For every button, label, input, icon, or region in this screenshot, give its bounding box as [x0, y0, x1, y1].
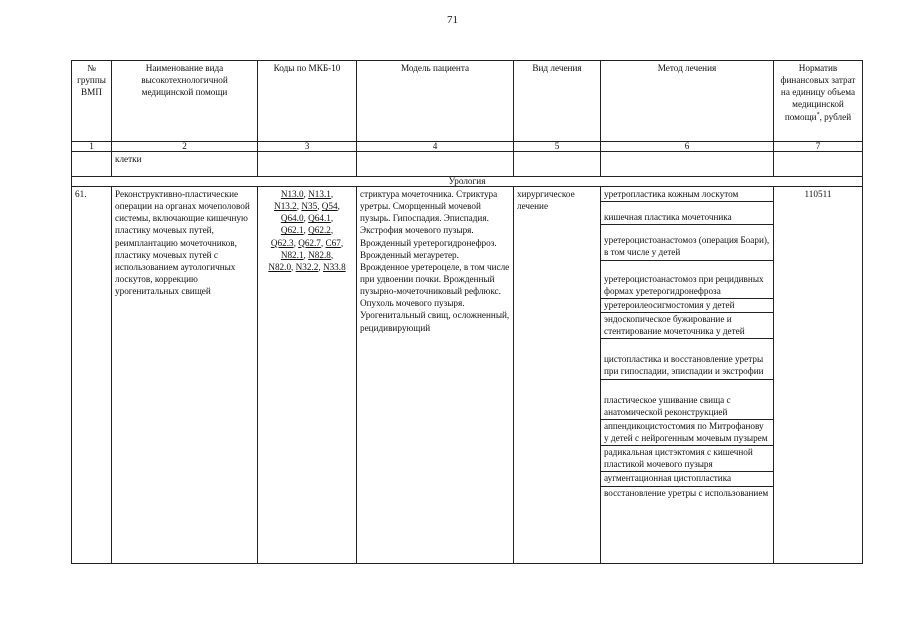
icd-code-line: N13.2, N35, Q54, [274, 201, 340, 212]
icd-code: Q62.7 [298, 237, 321, 248]
icd-code-line: N82.0, N32.2, N33.8 [268, 261, 346, 272]
treatment-type: хирургическое лечение [514, 187, 601, 564]
page-number: 71 [447, 14, 458, 26]
section-row [72, 177, 863, 187]
icd-code: Q54 [321, 201, 338, 212]
empty-cell [357, 152, 514, 177]
cost-norm: 110511 [774, 187, 863, 564]
empty-cell [514, 152, 601, 177]
header-cost-norm [774, 61, 863, 142]
header-cost-norm-main: Норматив финансовых затрат на единицу объема медицинской помощи [780, 63, 856, 122]
empty-cell [601, 152, 774, 177]
group-number: 61. [72, 187, 112, 564]
header-care-type: Наименование вида высокотехнологичной медицинской помощи [112, 61, 258, 142]
continuation-text: клетки [112, 152, 258, 177]
treatment-method: аугментационная цистопластика [601, 472, 773, 486]
header-icd-codes: Коды по МКБ-10 [258, 61, 357, 142]
icd-code-line: Q62.3, Q62.7, C67, [270, 237, 344, 248]
column-number: 5 [514, 142, 601, 152]
treatment-method: эндоскопическое бужирование и стентирование мочеточника у детей [601, 313, 773, 339]
column-number: 7 [774, 142, 863, 152]
icd-code-line: N82.1, N82.8, [280, 249, 334, 260]
header-group-number: № группы ВМП [72, 61, 112, 142]
treatment-method: восстановление уретры с использованием [604, 487, 769, 498]
header-patient-model: Модель пациента [357, 61, 514, 142]
treatment-methods-cell [601, 187, 774, 564]
icd-code: N82.8 [308, 249, 331, 260]
section-title: Урология [72, 177, 863, 187]
treatment-method: пластическое ушивание свища с анатомической реконструкцией [601, 394, 773, 420]
icd-code: C67 [325, 237, 341, 248]
treatment-method: уретероцистоанастомоз при рецидивных формах уретерогидронефроза [601, 273, 773, 299]
icd-code: N35 [301, 201, 318, 212]
treatment-method: уретероцистоанастомоз (операция Боари), в том числе у детей [601, 234, 773, 260]
icd-code: Q62.1 [280, 225, 304, 236]
header-cost-norm-footnote: * [816, 111, 820, 118]
empty-cell [258, 152, 357, 177]
header-cost-norm-tail: , рублей [819, 111, 852, 122]
header-treatment-type: Вид лечения [514, 61, 601, 142]
empty-cell [774, 152, 863, 177]
treatment-method: кишечная пластика мочеточника [601, 211, 773, 225]
column-number-row [72, 142, 863, 152]
table-row [72, 187, 863, 564]
icd-code-line: Q62.1, Q62.2, [280, 225, 334, 236]
treatment-method: аппендикоцистостомия по Митрофанову у детей с нейрогенным мочевым пузырем [601, 420, 773, 446]
header-treatment-method: Метод лечения [601, 61, 774, 142]
patient-model: стриктура мочеточника. Стриктура уретры. Сморщенный мочевой пузырь. Гипоспадия. Эписпадия. Экстрофия мочевого пузыря. Врожденный уретерогидронефроз. Врожденный мегауретер. Врожденное уретероцеле, в том числе при удвоении почки. Врожденный пузырно-мочеточниковый рефлюкс. Опухоль мочевого пузыря. Урогенитальный свищ, осложненный, рецидивирующий [357, 187, 514, 564]
icd-code: N13.1 [308, 189, 331, 199]
icd-code: N33.8 [322, 261, 346, 272]
column-number: 2 [112, 142, 258, 152]
treatment-method: цистопластика и восстановление уретры при гипоспадии, эписпадии и экстрофии [601, 353, 773, 379]
empty-cell [72, 152, 112, 177]
care-type-name: Реконструктивно-пластические операции на органах мочеполовой системы, включающие кишечную пластику мочевых путей, реимплантацию мочеточников, пластику мочевых путей с использованием аутологичных лоскутов, коррекцию урогенитальных свищей [112, 187, 258, 564]
icd-code: Q64.1 [308, 213, 331, 224]
icd-codes-cell [258, 187, 357, 564]
icd-code: Q64.0 [280, 213, 304, 224]
icd-code: Q62.2 [308, 225, 331, 236]
icd-code: N82.1 [280, 249, 304, 260]
icd-code: N13.2 [274, 201, 297, 212]
header-row [72, 61, 863, 142]
column-number: 3 [258, 142, 357, 152]
column-number: 6 [601, 142, 774, 152]
treatment-method: уретероилеосигмостомия у детей [601, 299, 773, 313]
icd-code: N13.0 [280, 189, 304, 199]
icd-code: N82.0 [268, 261, 292, 272]
vmp-table [71, 60, 863, 564]
icd-code-line: N13.0, N13.1, [280, 189, 334, 199]
icd-code-line: Q64.0, Q64.1, [280, 213, 334, 224]
treatment-method: радикальная цистэктомия с кишечной пластикой мочевого пузыря [601, 446, 773, 472]
column-number: 1 [72, 142, 112, 152]
icd-code: N32.2 [295, 261, 319, 272]
treatment-method: уретропластика кожным лоскутом [601, 188, 773, 202]
icd-code: Q62.3 [270, 237, 294, 248]
continuation-row [72, 152, 863, 177]
column-number: 4 [357, 142, 514, 152]
